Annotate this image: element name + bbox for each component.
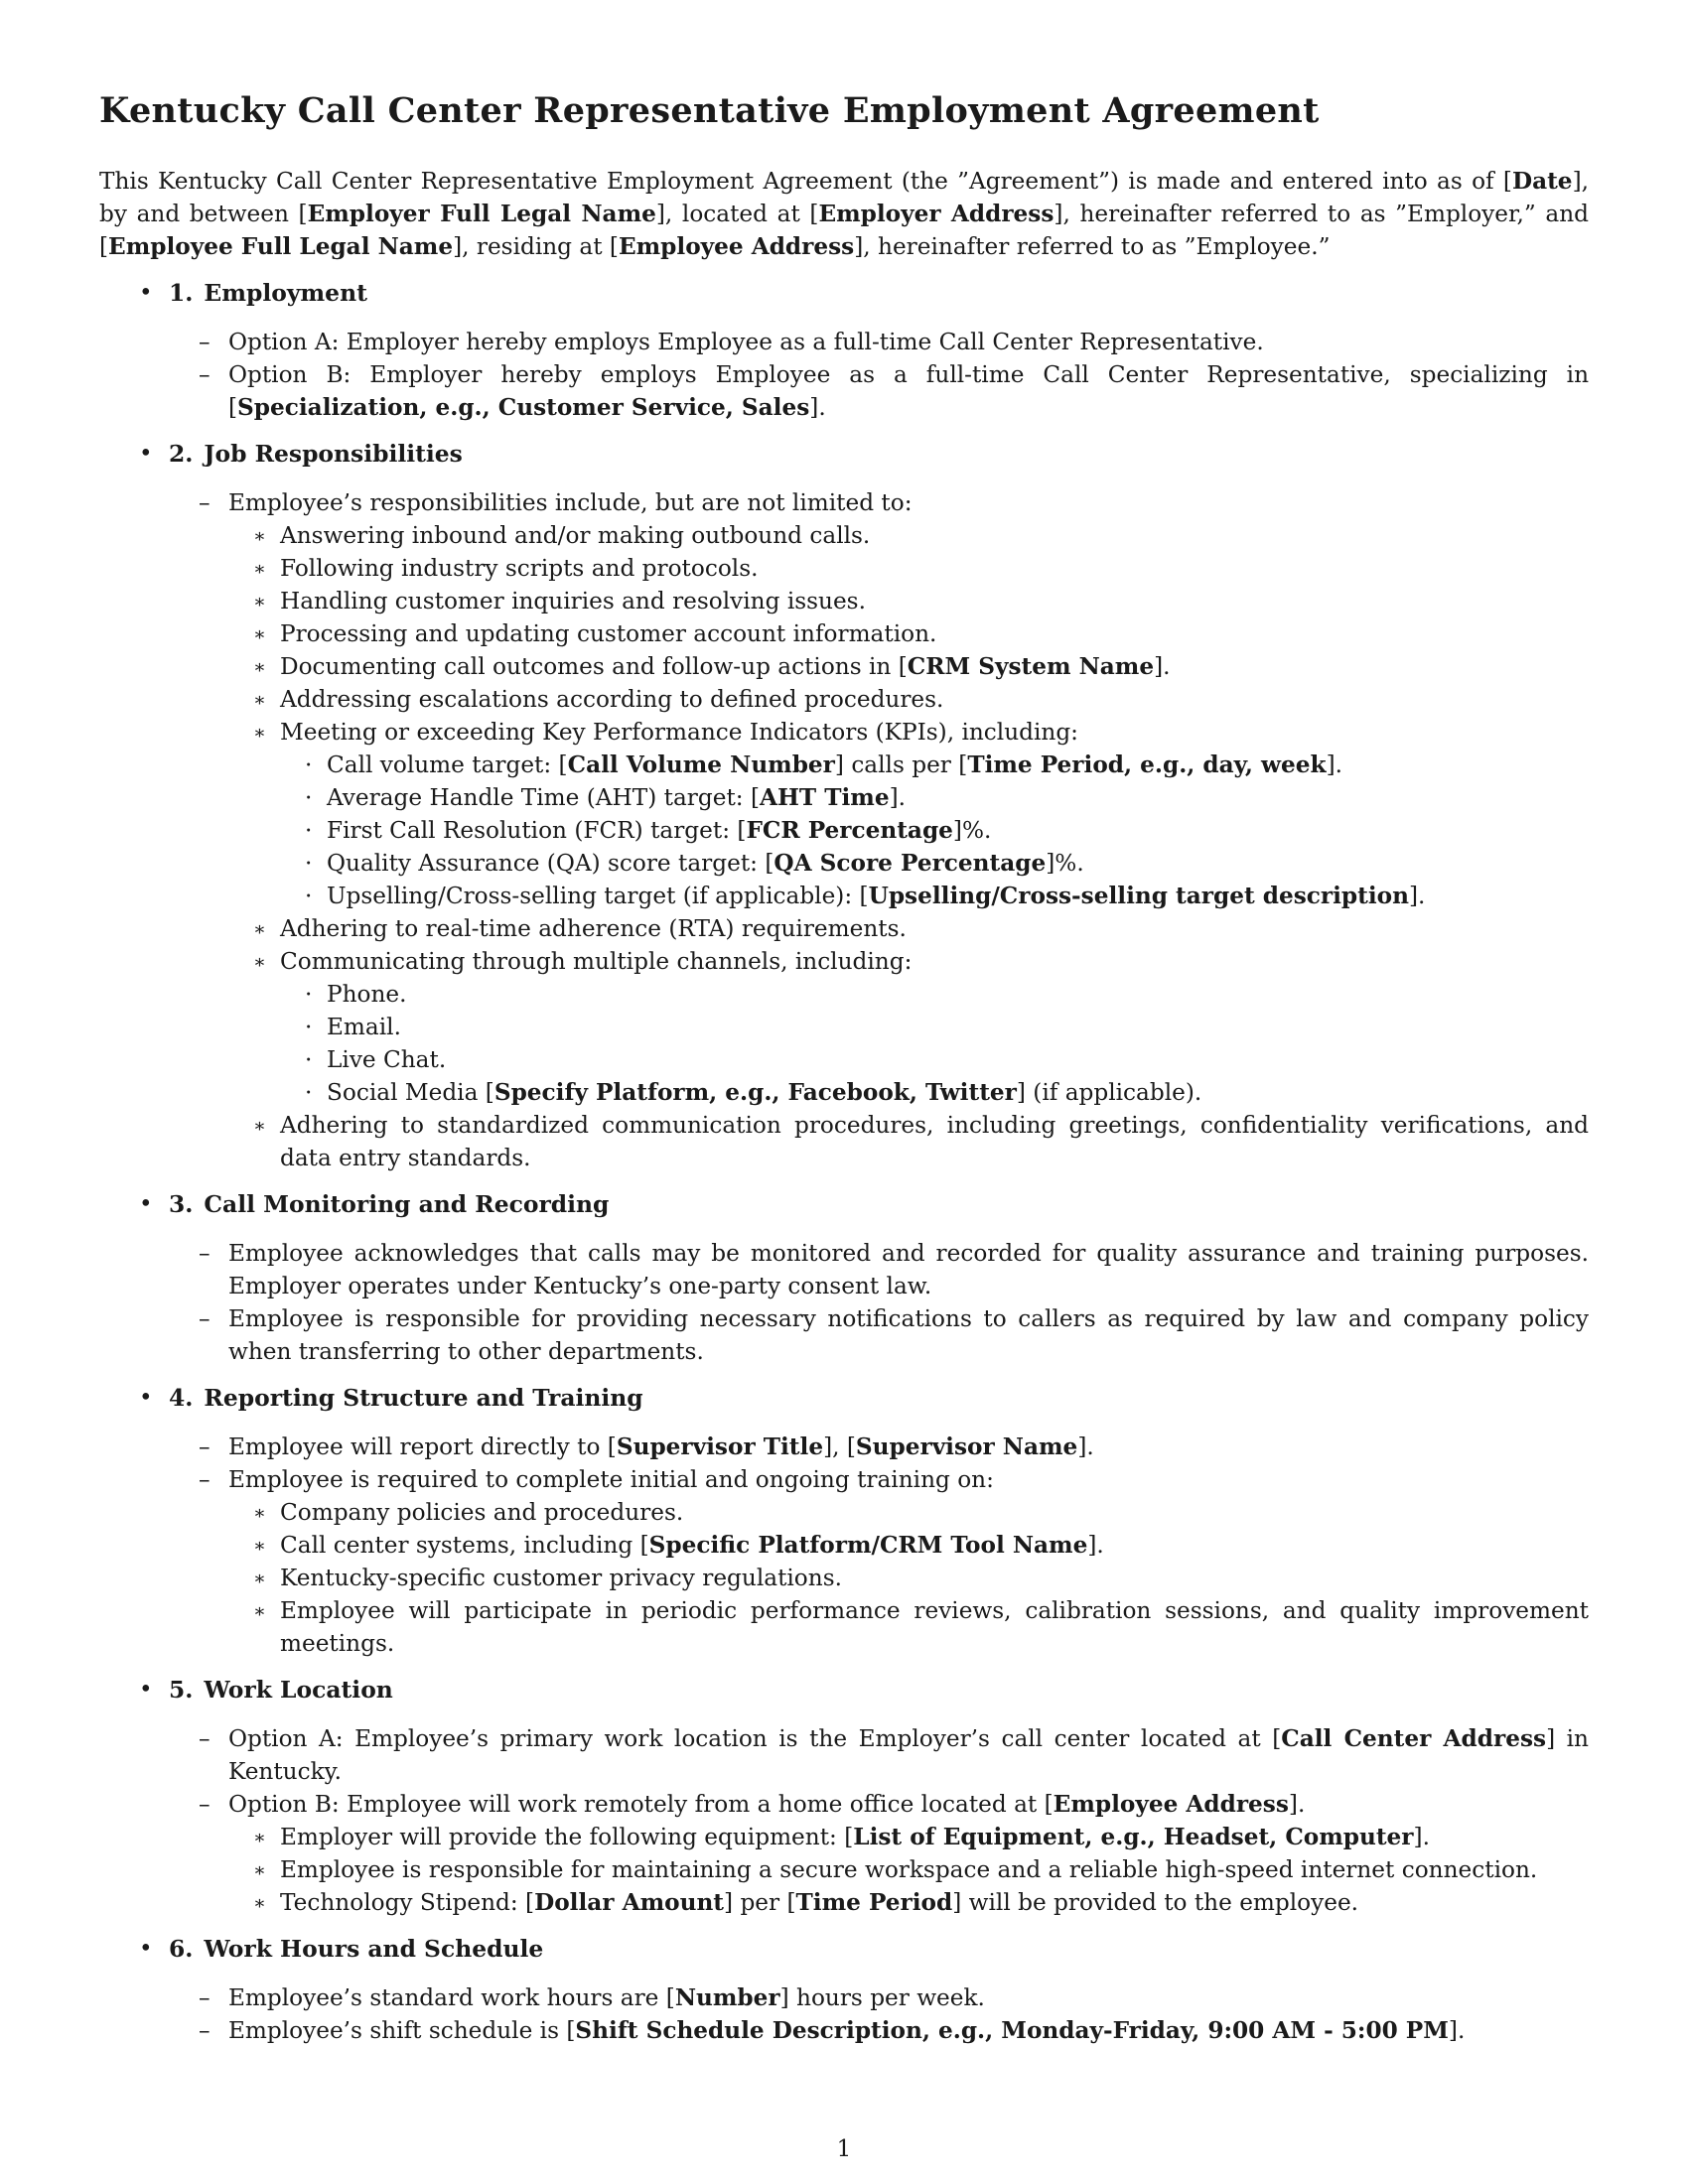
list-item [228, 585, 1589, 617]
intro-paragraph [99, 165, 1589, 263]
item-text: Technology Stipend: [ [280, 1889, 535, 1916]
section-title: Employment [204, 279, 367, 307]
intro-text: This Kentucky Call Center Representative Employment Agreement (the ”Agreement”) is made and entered into as of [ [99, 168, 1512, 195]
star-marker: ∗ [253, 1115, 266, 1137]
list-item [169, 486, 1589, 1174]
placeholder-social-platform: Specify Platform, e.g., Facebook, Twitter [493, 1079, 1017, 1106]
item-text: ] per [ [724, 1889, 796, 1916]
section-title: Work Hours and Schedule [204, 1935, 544, 1963]
section-work-hours [99, 1933, 1589, 2047]
placeholder-call-center-address: Call Center Address [1281, 1725, 1547, 1752]
item-text: Documenting call outcomes and follow-up actions in [ [280, 653, 908, 680]
remote-list [228, 1821, 1589, 1919]
bullet-marker: • [139, 441, 153, 467]
list-item [228, 552, 1589, 585]
placeholder-employer-name: Employer Full Legal Name [307, 201, 656, 227]
section-title: Reporting Structure and Training [204, 1384, 643, 1412]
item-text: Employee’s responsibilities include, but are not limited to: [228, 489, 913, 516]
item-text: ] (if applicable). [1016, 1079, 1202, 1106]
bullet-marker: • [139, 1191, 153, 1217]
item-text: Company policies and procedures. [280, 1499, 684, 1526]
list-item [228, 1821, 1589, 1853]
item-text: ]. [1413, 1824, 1430, 1850]
dash-marker: – [199, 1725, 211, 1752]
section-list [99, 277, 1589, 2047]
star-marker: ∗ [253, 558, 266, 580]
dash-marker: – [199, 1240, 211, 1267]
dash-marker: – [199, 1984, 211, 2011]
item-text: Option A: Employee’s primary work location is the Employer’s call center located at [ [228, 1725, 1282, 1752]
section-call-monitoring [99, 1188, 1589, 1368]
star-marker: ∗ [253, 1502, 266, 1524]
sub-list [169, 1237, 1589, 1368]
dot-marker: · [305, 751, 313, 778]
section-title: Job Responsibilities [204, 440, 463, 468]
section-heading [169, 438, 1589, 471]
dash-marker: – [199, 2017, 211, 2044]
section-title: Call Monitoring and Recording [204, 1190, 610, 1218]
list-item [280, 1043, 1589, 1076]
placeholder-qa-score: QA Score Percentage [774, 850, 1047, 877]
bullet-marker: • [139, 1677, 153, 1703]
section-title: Work Location [204, 1676, 393, 1704]
item-text: First Call Resolution (FCR) target: [ [327, 817, 747, 844]
item-text: ]. [1448, 2017, 1466, 2044]
item-text: Quality Assurance (QA) score target: [ [327, 850, 774, 877]
list-item [280, 978, 1589, 1011]
item-text: Processing and updating customer account information. [280, 620, 937, 647]
item-text: Email. [327, 1014, 401, 1040]
list-item [280, 847, 1589, 880]
item-text: ]. [1288, 1791, 1306, 1818]
page-number: 1 [836, 2136, 852, 2162]
section-heading [169, 1188, 1589, 1221]
section-heading [169, 1933, 1589, 1966]
star-marker: ∗ [253, 951, 266, 973]
item-text: Following industry scripts and protocols. [280, 555, 759, 582]
list-item [169, 1237, 1589, 1302]
item-text: ] will be provided to the employee. [952, 1889, 1359, 1916]
list-item [169, 1981, 1589, 2014]
item-text: Employee is responsible for maintaining a secure workspace and a reliable high-speed internet connection. [280, 1856, 1538, 1883]
star-marker: ∗ [253, 722, 266, 744]
list-item [228, 1109, 1589, 1174]
dot-marker: · [305, 1046, 313, 1073]
item-text: Employer will provide the following equipment: [ [280, 1824, 854, 1850]
bullet-marker: • [139, 1385, 153, 1411]
dot-marker: · [305, 817, 313, 844]
item-text: Option A: Employer hereby employs Employee as a full-time Call Center Representative. [228, 329, 1264, 355]
item-text: ]. [809, 394, 826, 421]
list-item [280, 749, 1589, 781]
star-marker: ∗ [253, 1600, 266, 1622]
intro-text: ], located at [ [655, 201, 819, 227]
placeholder-fcr-percentage: FCR Percentage [746, 817, 953, 844]
dash-marker: – [199, 1305, 211, 1332]
item-text: Social Media [ [327, 1079, 494, 1106]
section-number: 2. [169, 440, 194, 468]
item-text: Adhering to standardized communication procedures, including greetings, confidentiality verifications, and data entry standards. [280, 1112, 1589, 1171]
placeholder-call-volume: Call Volume Number [567, 751, 835, 778]
item-text: Employee’s standard work hours are [ [228, 1984, 675, 2011]
dash-marker: – [199, 489, 211, 516]
section-employment [99, 277, 1589, 424]
dot-marker: · [305, 981, 313, 1008]
list-item [228, 1853, 1589, 1886]
document-page [99, 87, 1589, 2047]
star-marker: ∗ [253, 591, 266, 613]
list-item [228, 1886, 1589, 1919]
placeholder-time-period: Time Period, e.g., day, week [967, 751, 1327, 778]
list-item [228, 519, 1589, 552]
item-text: Option B: Employee will work remotely from a home office located at [ [228, 1791, 1054, 1818]
sub-list [169, 326, 1589, 424]
list-item [169, 1722, 1589, 1788]
list-item [228, 650, 1589, 683]
item-text: Employee acknowledges that calls may be monitored and recorded for quality assurance and training purposes. Employer operates under Kentucky’s one-party consent law. [228, 1240, 1589, 1299]
kpi-list [280, 749, 1589, 912]
placeholder-employee-address: Employee Address [1053, 1791, 1289, 1818]
placeholder-upselling-target: Upselling/Cross-selling target description [868, 883, 1409, 909]
list-item [169, 358, 1589, 424]
section-job-responsibilities [99, 438, 1589, 1174]
item-text: Phone. [327, 981, 407, 1008]
training-list [228, 1496, 1589, 1660]
item-text: Employee will report directly to [ [228, 1433, 617, 1460]
item-text: Handling customer inquiries and resolving issues. [280, 588, 866, 614]
list-item [228, 617, 1589, 650]
placeholder-dollar-amount: Dollar Amount [534, 1889, 725, 1916]
item-text: ] calls per [ [834, 751, 968, 778]
channel-list [280, 978, 1589, 1109]
item-text: ]%. [952, 817, 992, 844]
section-number: 6. [169, 1935, 194, 1963]
list-item [280, 814, 1589, 847]
list-item [228, 1562, 1589, 1594]
list-item [169, 2014, 1589, 2047]
list-item [169, 326, 1589, 358]
sub-list [169, 1981, 1589, 2047]
list-item [228, 683, 1589, 716]
list-item [280, 880, 1589, 912]
item-text: ] hours per week. [779, 1984, 985, 2011]
item-text: ]. [1326, 751, 1342, 778]
list-item [228, 1529, 1589, 1562]
placeholder-hours-number: Number [674, 1984, 780, 2011]
placeholder-employee-name: Employee Full Legal Name [108, 233, 454, 260]
placeholder-employer-address: Employer Address [818, 201, 1055, 227]
item-text: Meeting or exceeding Key Performance Indicators (KPIs), including: [280, 719, 1078, 746]
dash-marker: – [199, 1791, 211, 1818]
star-marker: ∗ [253, 1535, 266, 1557]
dot-marker: · [305, 883, 313, 909]
dash-marker: – [199, 1433, 211, 1460]
star-marker: ∗ [253, 623, 266, 645]
list-item [280, 781, 1589, 814]
placeholder-aht-time: AHT Time [760, 784, 890, 811]
item-text: ]%. [1046, 850, 1084, 877]
sub-list [169, 1431, 1589, 1660]
document-title: Kentucky Call Center Representative Employment Agreement [99, 90, 1320, 131]
bullet-marker: • [139, 280, 153, 306]
star-marker: ∗ [253, 918, 266, 940]
dot-marker: · [305, 850, 313, 877]
item-text: Adhering to real-time adherence (RTA) requirements. [280, 915, 907, 942]
item-text: Employee will participate in periodic performance reviews, calibration sessions, and quality improvement meetings. [280, 1597, 1589, 1657]
intro-text: ], hereinafter referred to as ”Employee.” [854, 233, 1331, 260]
dot-marker: · [305, 784, 313, 811]
section-heading [169, 1674, 1589, 1706]
list-item [228, 1594, 1589, 1660]
star-marker: ∗ [253, 1827, 266, 1848]
placeholder-supervisor-title: Supervisor Title [616, 1433, 824, 1460]
list-item [280, 1011, 1589, 1043]
section-number: 1. [169, 279, 194, 307]
placeholder-equipment-list: List of Equipment, e.g., Headset, Computer [853, 1824, 1414, 1850]
list-item [169, 1788, 1589, 1919]
item-text: ]. [1154, 653, 1171, 680]
placeholder-shift-schedule: Shift Schedule Description, e.g., Monday-Friday, 9:00 AM - 5:00 PM [575, 2017, 1449, 2044]
responsibility-list [228, 519, 1589, 1174]
item-text: ] in Kentucky. [228, 1725, 1589, 1785]
placeholder-crm-system: CRM System Name [907, 653, 1155, 680]
item-text: Kentucky-specific customer privacy regulations. [280, 1565, 842, 1591]
placeholder-date: Date [1511, 168, 1573, 195]
star-marker: ∗ [253, 1859, 266, 1881]
item-text: Call volume target: [ [327, 751, 568, 778]
item-text: ]. [1408, 883, 1426, 909]
placeholder-specialization: Specialization, e.g., Customer Service, Sales [237, 394, 810, 421]
section-number: 4. [169, 1384, 194, 1412]
list-item [228, 716, 1589, 912]
star-marker: ∗ [253, 689, 266, 711]
item-text: Option B: Employer hereby employs Employee as a full-time Call Center Representative, specializing in [ [228, 361, 1589, 421]
intro-text: ], residing at [ [453, 233, 619, 260]
intro-text: ], hereinafter referred to as ”Employer,” and [ [99, 201, 1589, 260]
star-marker: ∗ [253, 656, 266, 678]
item-text: ]. [1087, 1532, 1104, 1559]
section-heading [169, 277, 1589, 310]
intro-text: ], by and between [ [99, 168, 1589, 227]
item-text: Live Chat. [327, 1046, 447, 1073]
list-item [228, 945, 1589, 1109]
item-text: Upselling/Cross-selling target (if applicable): [ [327, 883, 869, 909]
item-text: Call center systems, including [ [280, 1532, 649, 1559]
section-heading [169, 1382, 1589, 1415]
dash-marker: – [199, 329, 211, 355]
section-number: 3. [169, 1190, 194, 1218]
placeholder-employee-address: Employee Address [618, 233, 855, 260]
item-text: Employee is required to complete initial and ongoing training on: [228, 1466, 994, 1493]
list-item [169, 1431, 1589, 1463]
list-item [169, 1463, 1589, 1660]
item-text: Employee is responsible for providing necessary notifications to callers as required by law and company policy when transferring to other departments. [228, 1305, 1589, 1365]
bullet-marker: • [139, 1936, 153, 1962]
section-work-location [99, 1674, 1589, 1919]
item-text: ]. [889, 784, 906, 811]
list-item [228, 912, 1589, 945]
item-text: ], [ [823, 1433, 856, 1460]
item-text: Employee’s shift schedule is [ [228, 2017, 576, 2044]
star-marker: ∗ [253, 1568, 266, 1589]
placeholder-crm-tool: Specific Platform/CRM Tool Name [648, 1532, 1088, 1559]
section-number: 5. [169, 1676, 194, 1704]
item-text: Average Handle Time (AHT) target: [ [327, 784, 760, 811]
sub-list [169, 486, 1589, 1174]
sub-list [169, 1722, 1589, 1919]
list-item [228, 1496, 1589, 1529]
dot-marker: · [305, 1014, 313, 1040]
placeholder-supervisor-name: Supervisor Name [855, 1433, 1078, 1460]
list-item [280, 1076, 1589, 1109]
item-text: Addressing escalations according to defined procedures. [280, 686, 944, 713]
list-item [169, 1302, 1589, 1368]
dash-marker: – [199, 361, 211, 388]
item-text: Communicating through multiple channels, including: [280, 948, 913, 975]
section-reporting-training [99, 1382, 1589, 1660]
dot-marker: · [305, 1079, 313, 1106]
star-marker: ∗ [253, 525, 266, 547]
item-text: ]. [1077, 1433, 1094, 1460]
placeholder-time-period: Time Period [795, 1889, 953, 1916]
item-text: Answering inbound and/or making outbound calls. [280, 522, 871, 549]
dash-marker: – [199, 1466, 211, 1493]
star-marker: ∗ [253, 1892, 266, 1914]
